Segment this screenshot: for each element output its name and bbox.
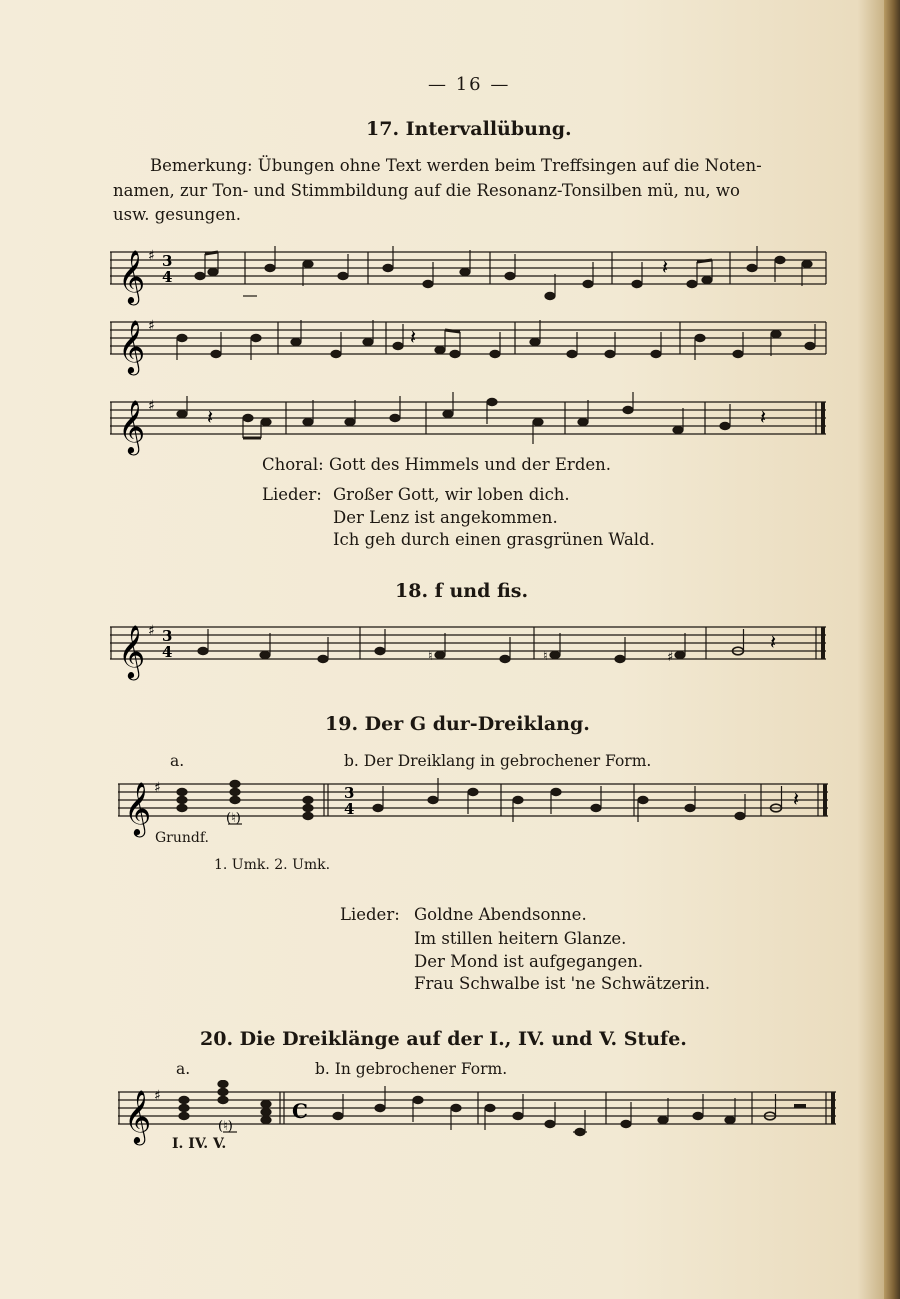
svg-text:𝄞: 𝄞 [118,624,146,678]
s17-lied-3: Ich geh durch einen grasgrünen Wald. [333,530,655,549]
svg-text:𝄽: 𝄽 [207,405,214,429]
svg-text:♯: ♯ [148,398,155,414]
svg-text:𝄞: 𝄞 [124,1089,152,1143]
s17-choral: Choral: Gott des Himmels und der Erden. [262,455,612,474]
book-spine [884,0,900,1299]
svg-text:𝄽: 𝄽 [662,255,669,279]
s19-lieder-label: Lieder: [340,905,400,924]
section-19-title: 19. Der G dur-Dreiklang. [325,713,590,735]
svg-text:3: 3 [162,252,173,270]
section-18-title: 18. f und fis. [395,580,529,602]
svg-text:C: C [292,1099,308,1123]
svg-text:♯: ♯ [148,623,155,639]
svg-text:♯: ♯ [154,1088,161,1104]
s19-umk: 1. Umk. 2. Umk. [214,857,331,873]
svg-text:♮: ♮ [428,649,433,664]
s17-staff-2 [110,310,830,380]
s19-lied-3: Der Mond ist aufgegangen. [414,952,644,971]
s18-staff [110,615,830,685]
s19-grundf: Grundf. [155,830,210,846]
s20-steps: I. IV. V. [172,1136,227,1152]
svg-text:𝄞: 𝄞 [118,399,146,453]
svg-text:(♮): (♮) [218,1119,233,1134]
svg-text:♯: ♯ [148,248,155,264]
svg-text:3: 3 [162,627,173,645]
svg-text:𝄽: 𝄽 [410,325,417,349]
s20-label-a: a. [176,1060,191,1078]
svg-text:♮: ♮ [543,649,548,664]
s17-remark-line1: Bemerkung: Übungen ohne Text werden beim Treffsingen auf die Noten- [150,156,762,175]
s19-label-b: b. Der Dreiklang in gebrochener Form. [344,752,652,770]
svg-text:𝄞: 𝄞 [124,781,152,835]
svg-text:♯: ♯ [148,318,155,334]
s19-lied-1: Goldne Abendsonne. [414,905,587,924]
s19-staff [118,772,833,842]
svg-text:𝄞: 𝄞 [118,249,146,303]
svg-text:3: 3 [344,784,355,802]
s17-lieder-label: Lieder: [262,485,322,504]
page-number: — 16 — [428,74,511,95]
svg-text:♯: ♯ [667,650,674,665]
s17-staff-3 [110,390,830,460]
svg-text:𝄽: 𝄽 [770,630,777,654]
s19-label-a: a. [170,752,185,770]
svg-text:♯: ♯ [154,780,161,796]
section-20-title: 20. Die Dreiklänge auf der I., IV. und V. Stufe. [200,1028,687,1050]
svg-text:4: 4 [344,800,355,818]
s20-label-b: b. In gebrochener Form. [315,1060,508,1078]
s17-remark-line3: usw. gesungen. [113,205,241,224]
s19-lied-4: Frau Schwalbe ist 'ne Schwätzerin. [414,974,711,993]
s17-lied-2: Der Lenz ist angekommen. [333,508,558,527]
section-17-title: 17. Intervallübung. [366,118,572,140]
s17-lied-1: Großer Gott, wir loben dich. [333,485,570,504]
s19-lied-2: Im stillen heitern Glanze. [414,929,627,948]
svg-text:𝄽: 𝄽 [793,787,800,811]
svg-text:4: 4 [162,268,173,286]
s17-remark-line2: namen, zur Ton- und Stimmbildung auf die Resonanz-Tonsilben mü, nu, wo [113,181,740,200]
svg-text:4: 4 [162,643,173,661]
svg-text:𝄞: 𝄞 [118,319,146,373]
svg-text:𝄽: 𝄽 [760,405,767,429]
svg-text:(♮): (♮) [226,811,241,826]
s17-staff-1 [110,240,830,310]
